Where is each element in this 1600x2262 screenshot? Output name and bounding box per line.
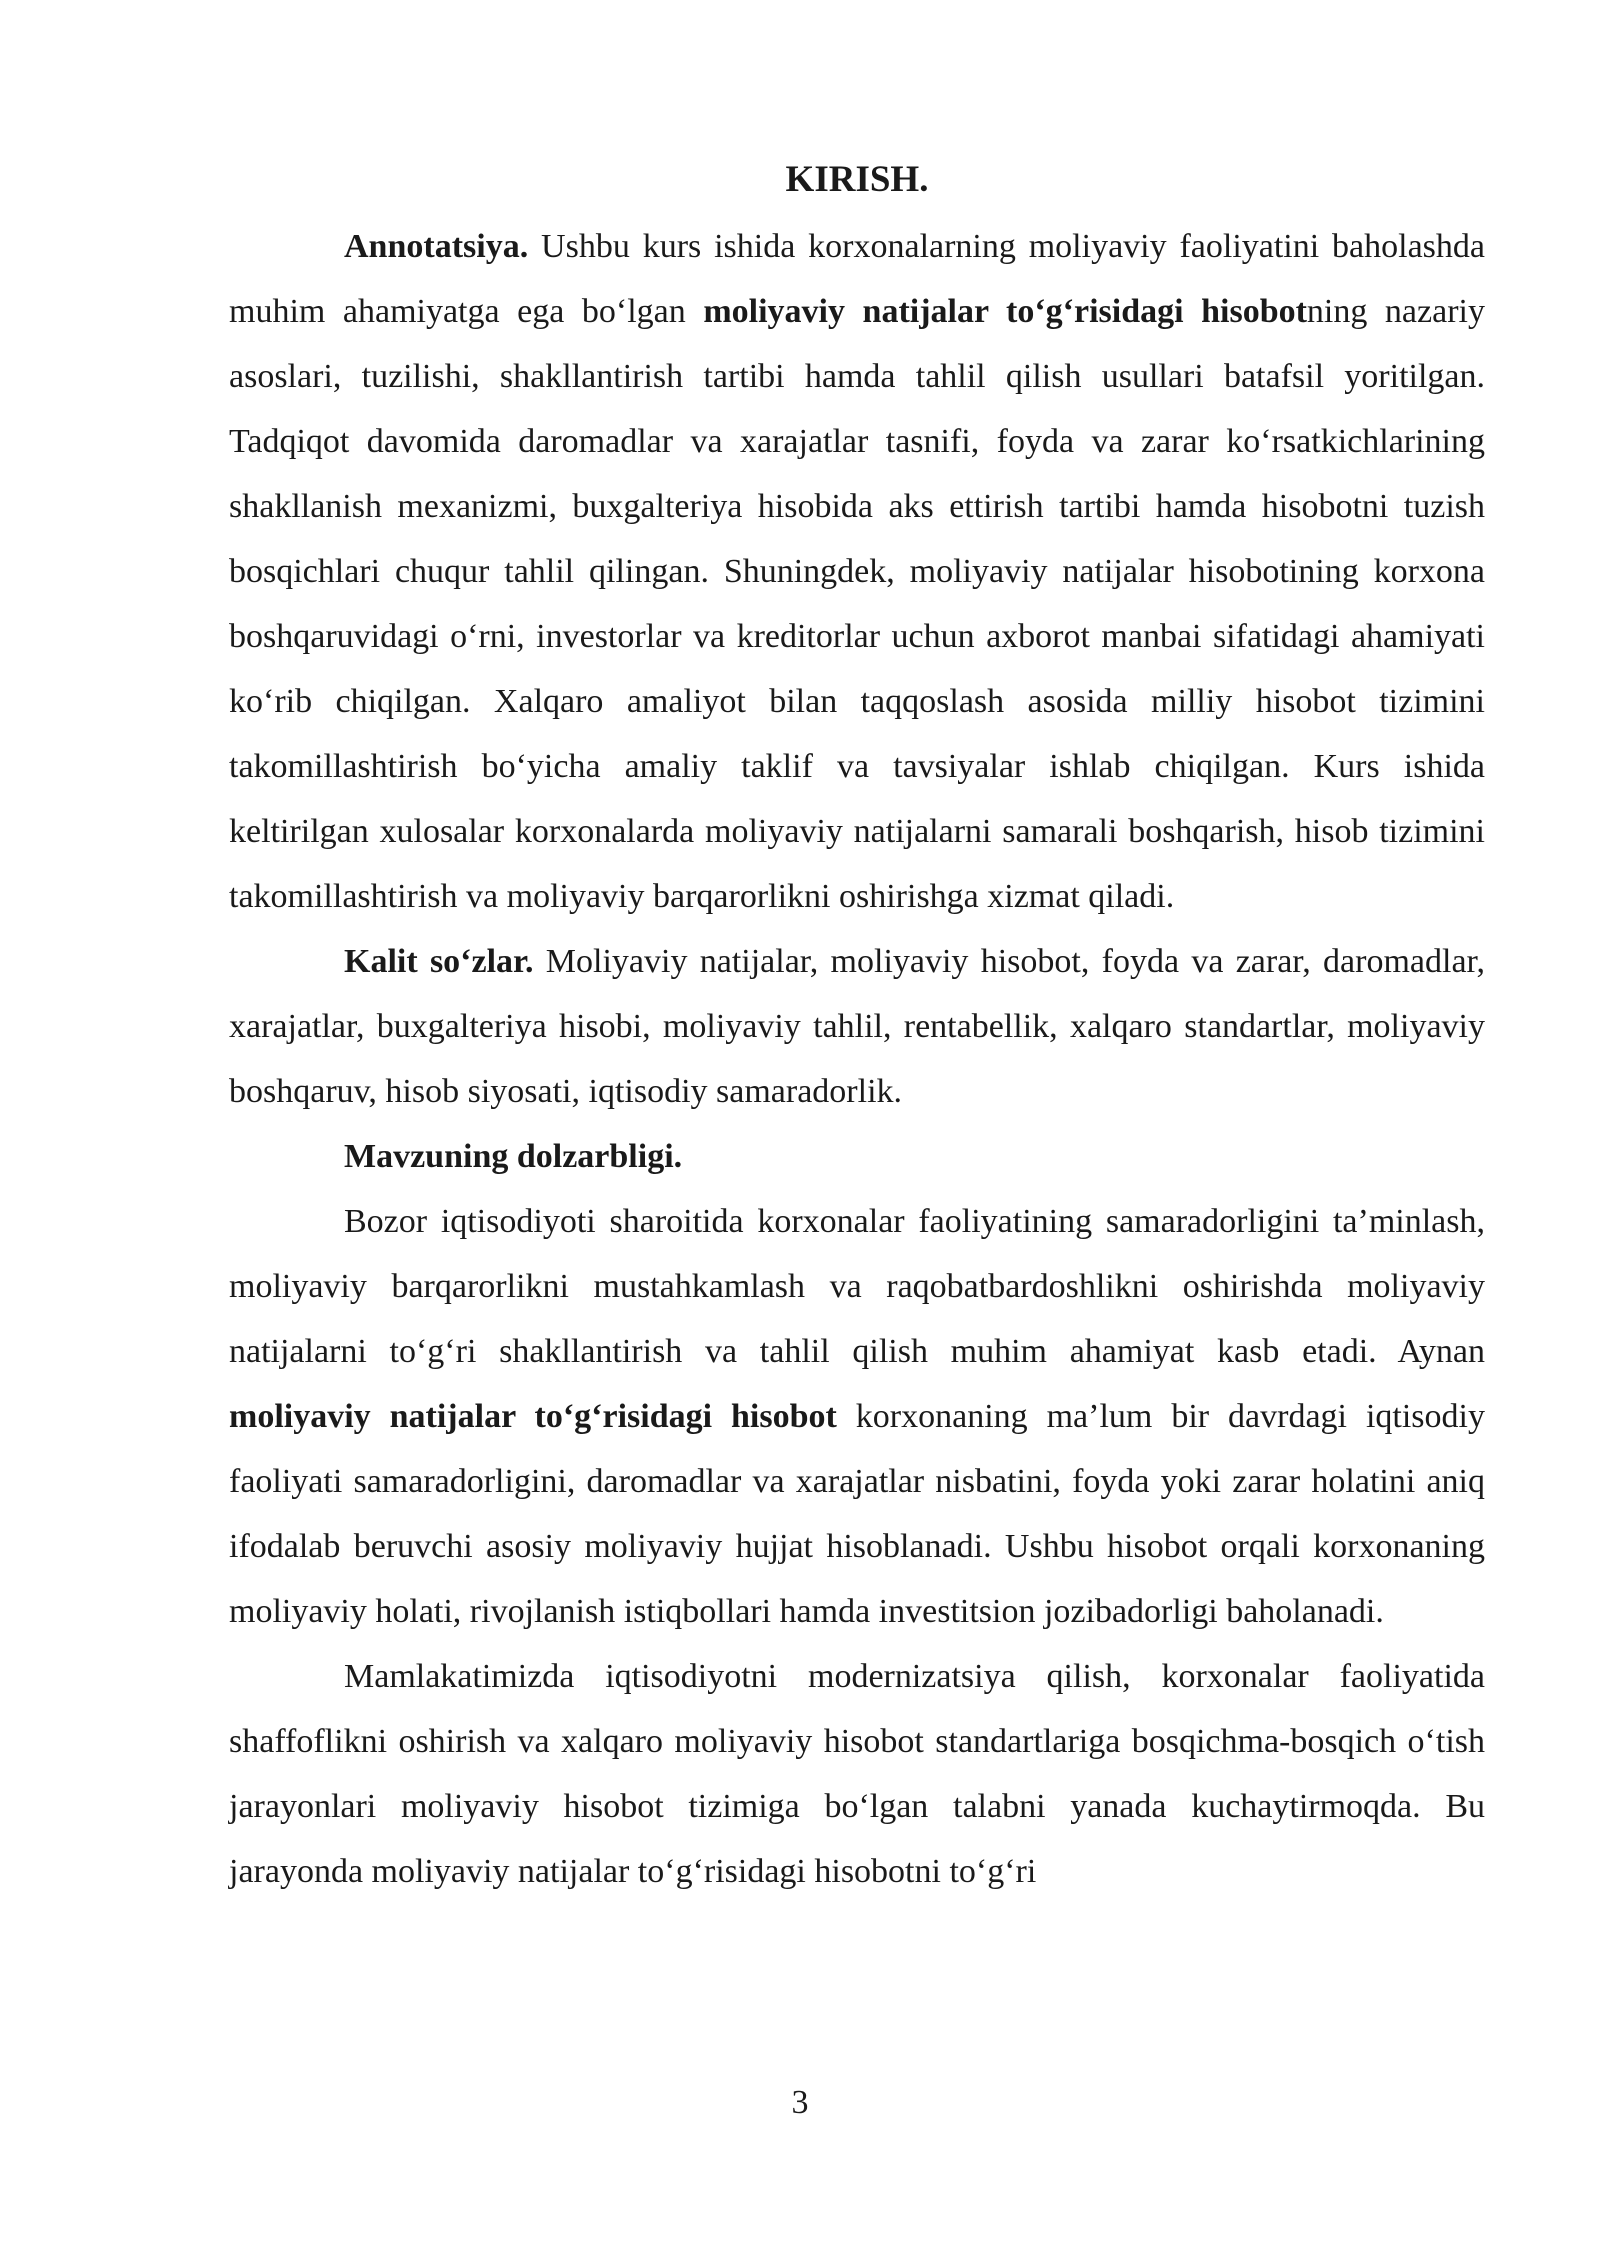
annotation-label: Annotatsiya. [344,228,529,265]
keywords-text: Moliyaviy natijalar, moliyaviy hisobot, foyda va zarar, daromadlar, xarajatlar, buxgalteriya hisobi, moliyaviy tahlil, rentabellik, xalqaro standartlar, moliyaviy boshqaruv, hisob siyosati, iqtisodiy samaradorlik. [229,943,1485,1110]
relevance-heading: Mavzuning dolzarbligi. [344,1138,683,1175]
annotation-text-2: ning nazariy asoslari, tuzilishi, shakllantirish tartibi hamda tahlil qilish usullari batafsil yoritilgan. Tadqiqot davomida daromadlar va xarajatlar tasnifi, foyda va zarar ko‘rsatkichlarining shakllanish mexanizmi, buxgalteriya hisobida aks ettirish tartibi hamda hisobotni tuzish bosqichlari chuqur tahlil qilingan. Shuningdek, moliyaviy natijalar hisobotining korxona boshqaruvidagi o‘rni, investorlar va kreditorlar uchun axborot manbai sifatidagi ahamiyati ko‘rib chiqilgan. Xalqaro amaliyot bilan taqqoslash asosida milliy hisobot tizimini takomillashtirish bo‘yicha amaliy taklif va tavsiyalar ishlab chiqilgan. Kurs ishida keltirilgan xulosalar korxonalarda moliyaviy natijalarni samarali boshqarish, hisob tizimini takomillashtirish va moliyaviy barqarorlikni oshirishga xizmat qiladi. [229,293,1485,915]
relevance-paragraph-1 [229,1189,1485,1644]
page-title: KIRISH. [785,159,929,200]
relevance-text-1: Bozor iqtisodiyoti sharoitida korxonalar faoliyatining samaradorligini ta’minlash, moliyaviy barqarorlikni mustahkamlash va raqobatbardoshlikni oshirishda moliyaviy natijalarni to‘g‘ri shakllantirish va tahlil qilish muhim ahamiyat kasb etadi. Aynan [229,1203,1485,1370]
relevance-text-2: korxonaning ma’lum bir davrdagi iqtisodiy faoliyati samaradorligini, daromadlar va xarajatlar nisbatini, foyda yoki zarar holatini aniq ifodalab beruvchi asosiy moliyaviy hujjat hisoblanadi. Ushbu hisobot orqali korxonaning moliyaviy holati, rivojlanish istiqbollari hamda investitsion jozibadorligi baholanadi. [229,1398,1485,1630]
keywords-paragraph [229,929,1485,1124]
relevance-bold-term: moliyaviy natijalar to‘g‘risidagi hisobot [229,1398,837,1435]
annotation-bold-term: moliyaviy natijalar to‘g‘risidagi hisobot [703,293,1307,330]
relevance-paragraph-2: Mamlakatimizda iqtisodiyotni modernizatsiya qilish, korxonalar faoliyatida shaffoflikni oshirish va xalqaro moliyaviy hisobot standartlariga bosqichma-bosqich o‘tish jarayonlari moliyaviy hisobot tizimiga bo‘lgan talabni yanada kuchaytirmoqda. Bu jarayonda moliyaviy natijalar to‘g‘risidagi hisobotni to‘g‘ri [229,1658,1485,1890]
page-content [229,150,1485,1904]
annotation-paragraph [229,214,1485,929]
page-number: 3 [791,2084,809,2121]
annotation-text-1: Ushbu kurs ishida korxonalarning moliyaviy faoliyatini baholashda muhim ahamiyatga ega bo‘lgan [229,228,1485,330]
keywords-label: Kalit so‘zlar. [344,943,534,980]
